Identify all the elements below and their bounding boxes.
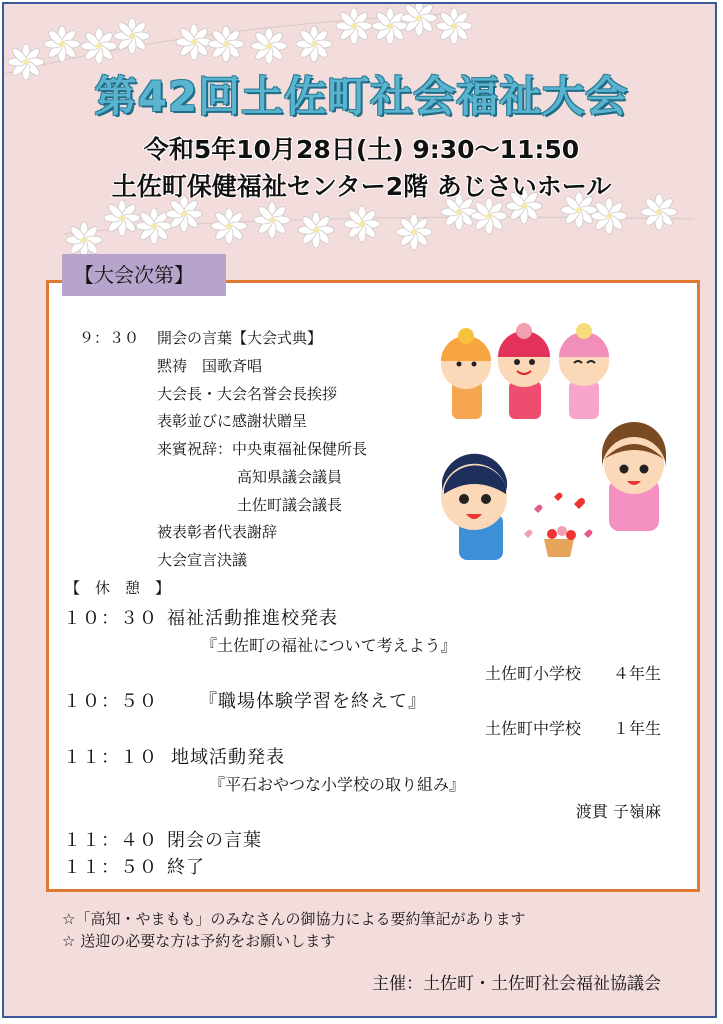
program-item: 土佐町議会議長 [237, 496, 343, 514]
session-time: １０：３０ [63, 608, 158, 629]
session-presenter: 渡貫 子嶺麻 [575, 802, 661, 821]
note-item: ☆「高知・やまもも」のみなさんの御協力による要約筆記があります [62, 910, 526, 928]
break-label: 【 休 憩 】 [65, 579, 171, 597]
program-item: 大会宣言決議 [157, 551, 248, 569]
session-time: １１：４０ [63, 830, 158, 851]
session-text: 閉会の言葉 [167, 830, 262, 851]
three-children-icon [441, 323, 609, 419]
session-text: 地域活動発表 [171, 747, 285, 768]
boy-icon [441, 454, 507, 560]
event-venue: 土佐町保健福祉センター2階 あじさいホール [111, 172, 612, 201]
session-presenter: 土佐町中学校 １年生 [484, 719, 661, 738]
event-title: 第42回土佐町社会福祉大会 [94, 72, 629, 121]
session-row [63, 604, 338, 630]
program-item: 黙祷 国歌斉唱 [157, 357, 263, 375]
session-row [63, 687, 427, 713]
program-item: 表彰並びに感謝状贈呈 [157, 412, 308, 430]
heart-basket-icon [524, 493, 592, 557]
session-row [63, 853, 205, 879]
children-illustration [424, 319, 684, 579]
session-row [63, 826, 262, 852]
session-row [63, 743, 285, 769]
session-text: 終了 [167, 857, 205, 878]
notes [62, 908, 525, 952]
program-item [79, 327, 322, 348]
note-item: ☆ 送迎の必要な方は予約をお願いします [62, 932, 336, 950]
session-time: １１：５０ [63, 857, 158, 878]
program-item: 被表彰者代表謝辞 [157, 523, 278, 541]
program-item: 来賓祝辞：中央東福祉保健所長 [157, 440, 368, 458]
session-time: １０：５０ [63, 691, 158, 712]
session-subtitle: 『平石おやつな小学校の取り組み』 [209, 775, 466, 794]
session-text: 福祉活動推進校発表 [167, 608, 338, 629]
program-item: 大会長・大会名誉会長挨拶 [157, 385, 338, 403]
event-date-time: 令和5年10月28日(土) 9:30～11:50 [143, 135, 580, 164]
program-text: 開会の言葉【大会式典】 [157, 329, 323, 347]
session-text: 『職場体験学習を終えて』 [199, 691, 427, 712]
session-presenter: 土佐町小学校 ４年生 [484, 664, 661, 683]
organizer: 主催：土佐町・土佐町社会福祉協議会 [372, 974, 661, 994]
program-time: ９：３０ [79, 329, 140, 347]
program-label: 【大会次第】 [62, 254, 226, 296]
girl-icon [602, 422, 666, 531]
session-time: １１：１０ [63, 747, 158, 768]
flyer-page [2, 2, 717, 1018]
session-subtitle: 『土佐町の福祉について考えよう』 [201, 636, 457, 655]
program-item: 高知県議会議員 [237, 468, 343, 486]
